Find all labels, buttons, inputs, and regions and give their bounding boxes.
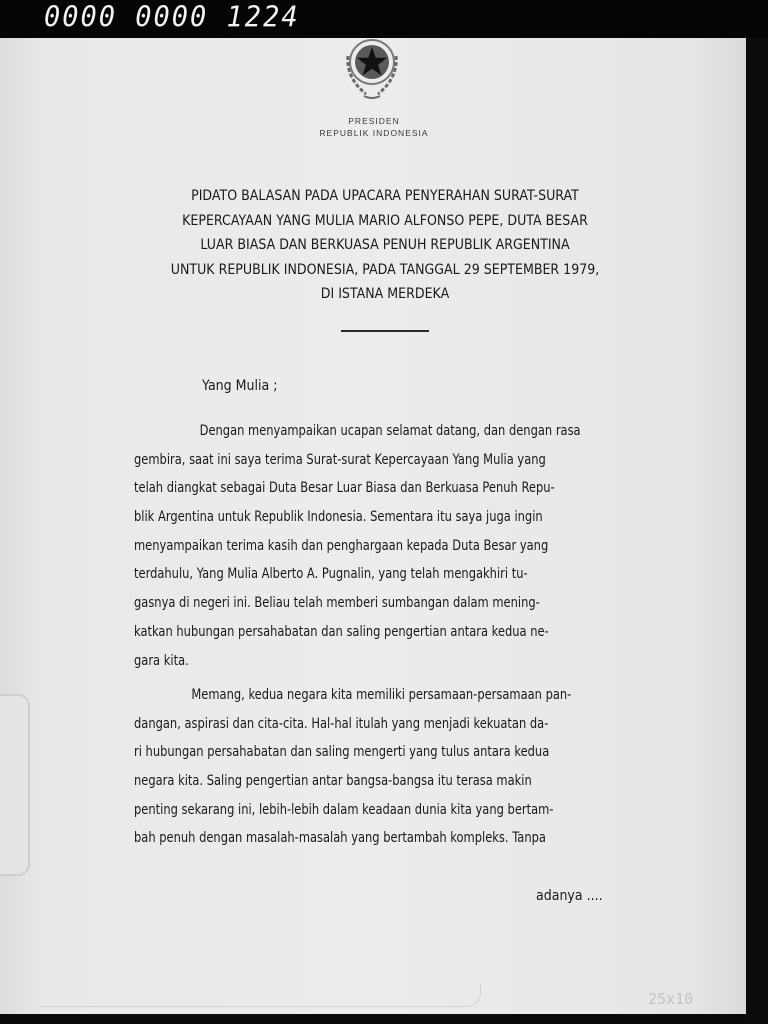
- text-line: negara kita. Saling pengertian antar bangsa-bangsa itu terasa makin: [134, 773, 532, 790]
- text-line: Memang, kedua negara kita memiliki persamaan-persamaan pan-: [191, 687, 572, 703]
- page-continuation-word: adanya ....: [536, 888, 603, 904]
- text-line: gembira, saat ini saya terima Surat-surat Kepercayaan Yang Mulia yang: [134, 451, 546, 468]
- title-line: LUAR BIASA DAN BERKUASA PENUH REPUBLIK ARGENTINA: [200, 237, 570, 253]
- film-scratch-mark: [40, 984, 481, 1007]
- office-title-line-2: REPUBLIK INDONESIA: [319, 128, 429, 138]
- title-line: UNTUK REPUBLIK INDONESIA, PADA TANGGAL 29 SEPTEMBER 1979,: [170, 261, 600, 278]
- text-line: dangan, aspirasi dan cita-cita. Hal-hal itulah yang menjadi kekuatan da-: [134, 715, 549, 732]
- film-right-border: [746, 38, 768, 1024]
- salutation: Yang Mulia ;: [202, 378, 278, 394]
- frame-code: 0000 0000 1224: [44, 1, 300, 34]
- title-line: PIDATO BALASAN PADA UPACARA PENYERAHAN SURAT-SURAT: [191, 188, 579, 204]
- speech-title: [151, 184, 619, 307]
- document-page: [0, 38, 748, 1014]
- text-line: penting sekarang ini, lebih-lebih dalam keadaan dunia kita yang bertam-: [134, 801, 554, 818]
- paragraph-2: [134, 687, 572, 859]
- office-title-line-1: PRESIDEN: [348, 116, 400, 126]
- text-line: gara kita.: [134, 652, 189, 669]
- page-edge-tab: [0, 694, 30, 876]
- text-line: blik Argentina untuk Republik Indonesia. Sementara itu saya juga ingin: [134, 509, 543, 526]
- text-line: Dengan menyampaikan ucapan selamat datang, dan dengan rasa: [199, 423, 581, 439]
- text-line: ri hubungan persahabatan dan saling mengerti yang tulus antara kedua: [134, 744, 550, 761]
- text-line: terdahulu, Yang Mulia Alberto A. Pugnalin, yang telah mengakhiri tu-: [134, 566, 528, 583]
- text-line: katkan hubungan persahabatan dan saling pengertian antara kedua ne-: [134, 623, 549, 640]
- title-line: DI ISTANA MERDEKA: [320, 286, 450, 302]
- title-underline-divider: [341, 330, 429, 332]
- text-line: telah diangkat sebagai Duta Besar Luar Biasa dan Berkuasa Penuh Repu-: [134, 480, 555, 497]
- title-line: KEPERCAYAAN YANG MULIA MARIO ALFONSO PEPE, DUTA BESAR: [182, 212, 588, 229]
- text-line: menyampaikan terima kasih dan penghargaan kepada Duta Besar yang: [134, 537, 549, 554]
- garuda-star-wreath-emblem-icon: [330, 38, 414, 102]
- text-line: bah penuh dengan masalah-masalah yang bertambah kompleks. Tanpa: [134, 830, 546, 847]
- text-line: gasnya di negeri ini. Beliau telah memberi sumbangan dalam mening-: [134, 595, 540, 612]
- paragraph-1: [134, 423, 581, 681]
- film-header-strip: [0, 0, 768, 38]
- film-reduction-mark: 25x10: [648, 990, 694, 1008]
